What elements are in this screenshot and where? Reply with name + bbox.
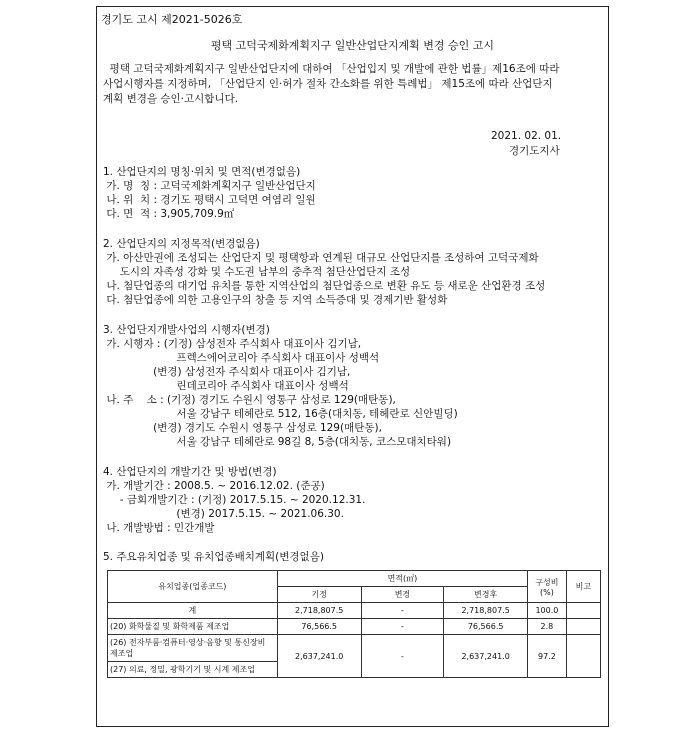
section-line: 가. 개발기간 : 2008.5. ~ 2016.12.02. (준공): [103, 480, 325, 492]
section-line: 도시의 자족성 강화 및 수도권 남부의 중추적 첨단산업단지 조성: [103, 266, 411, 278]
cell-label: (27) 의료, 정밀, 광학기기 및 시계 제조업: [108, 662, 278, 678]
section-heading: 5. 주요유치업종 및 유치업종배치계획(변경없음): [103, 551, 324, 563]
section-line: 서울 강남구 테헤란로 98길 8, 5층(대치동, 코스모대치타워): [103, 436, 452, 448]
section-2: [103, 237, 545, 307]
section-line: 나. 개발방법 : 민간개발: [103, 522, 215, 534]
cell-note: [566, 635, 600, 678]
section-4: [103, 465, 365, 535]
cell-after: 2,637,241.0: [444, 635, 528, 678]
section-line: 나. 위 치 : 경기도 평택시 고덕면 여염리 일원: [103, 194, 316, 206]
cell-label: (26) 전자부품·컴퓨터·영상·음향 및 통신장비 제조업: [108, 635, 278, 662]
section-heading: 4. 산업단지의 개발기간 및 방법(변경): [103, 466, 277, 478]
cell-after: 76,566.5: [444, 619, 528, 635]
notice-number: 경기도 고시 제2021-5026호: [101, 13, 243, 26]
section-line: 다. 면 적 : 3,905,709.9㎡: [103, 208, 235, 220]
section-heading: 3. 산업단지개발사업의 시행자(변경): [103, 324, 270, 336]
cell-after: 2,718,807.5: [444, 603, 528, 619]
header-after: 변경후: [444, 587, 528, 603]
industry-table: [107, 570, 601, 678]
section-line: 가. 시행자 : (기정) 삼성전자 주식회사 대표이사 김기남,: [103, 338, 362, 350]
cell-note: [566, 619, 600, 635]
section-5: [103, 550, 324, 564]
intro-line: 계획 변경을 승인·고시합니다.: [103, 93, 239, 105]
table-row: [108, 635, 601, 662]
intro-line: 평택 고덕국제화계획지구 일반산업단지에 대하여 「산업입지 및 개발에 관한 법률」제16조에 따라: [103, 63, 560, 75]
section-line: - 금회개발기간 : (기정) 2017.5.15. ~ 2020.12.31.: [103, 494, 366, 506]
header-change: 변경: [361, 587, 444, 603]
section-line: 다. 첨단업종에 의한 고용인구의 창출 등 지역 소득증대 및 경제기반 활성화: [103, 294, 448, 306]
section-line: 가. 명 칭 : 고덕국제화계획지구 일반산업단지: [103, 180, 316, 192]
cell-change: -: [361, 603, 444, 619]
intro-paragraph: [103, 62, 603, 107]
section-line: (변경) 2017.5.15. ~ 2021.06.30.: [103, 508, 344, 520]
section-line: 나. 주 소 : (기정) 경기도 수원시 영통구 삼성로 129(매탄동),: [103, 394, 396, 406]
section-heading: 2. 산업단지의 지정목적(변경없음): [103, 238, 260, 250]
cell-change: -: [361, 635, 444, 678]
intro-line: 사업시행자를 지정하며, 「산업단지 인·허가 절차 간소화를 위한 특례법」 제15조에 따라 산업단지: [103, 78, 553, 90]
header-category: 유치업종(업종코드): [108, 571, 278, 603]
section-line: 나. 첨단업종의 대기업 유치를 통한 지역산업의 첨단업종으로 변환 유도 등 새로운 산업환경 조성: [103, 280, 546, 292]
notice-title: 평택 고덕국제화계획지구 일반산업단지계획 변경 승인 고시: [210, 39, 495, 52]
table-row: [108, 603, 601, 619]
section-3: [103, 323, 458, 449]
section-1: [103, 165, 316, 221]
section-line: 프렉스에어코리아 주식회사 대표이사 성백석: [103, 352, 380, 364]
section-line: (변경) 경기도 수원시 영통구 삼성로 129(매탄동),: [103, 422, 382, 434]
header-ratio: 구성비(%): [528, 571, 567, 603]
section-line: 린데코리아 주식회사 대표이사 성백석: [103, 380, 349, 392]
notice-signer: 경기도지사: [509, 145, 560, 157]
cell-label: 계: [108, 603, 278, 619]
cell-before: 2,637,241.0: [277, 635, 361, 678]
cell-ratio: 97.2: [528, 635, 567, 678]
header-note: 비고: [566, 571, 600, 603]
cell-label: (20) 화학물질 및 화학제품 제조업: [108, 619, 278, 635]
notice-date: 2021. 02. 01.: [491, 130, 562, 142]
cell-ratio: 2.8: [528, 619, 567, 635]
notice-document: [96, 6, 609, 727]
section-line: (변경) 삼성전자 주식회사 대표이사 김기남,: [103, 366, 351, 378]
cell-note: [566, 603, 600, 619]
cell-before: 2,718,807.5: [277, 603, 361, 619]
table-header-row: [108, 571, 601, 587]
cell-ratio: 100.0: [528, 603, 567, 619]
header-before: 기정: [277, 587, 361, 603]
header-area: 면적(㎡): [277, 571, 527, 587]
section-heading: 1. 산업단지의 명칭·위치 및 면적(변경없음): [103, 166, 301, 178]
section-line: 가. 아산만권에 조성되는 산업단지 및 평택항과 연계된 대규모 산업단지를 조성하여 고덕국제화: [103, 252, 539, 264]
section-line: 서울 강남구 테헤란로 512, 16층(대치동, 테헤란로 신안빌딩): [103, 408, 458, 420]
cell-change: -: [361, 619, 444, 635]
table-row: [108, 619, 601, 635]
cell-before: 76,566.5: [277, 619, 361, 635]
